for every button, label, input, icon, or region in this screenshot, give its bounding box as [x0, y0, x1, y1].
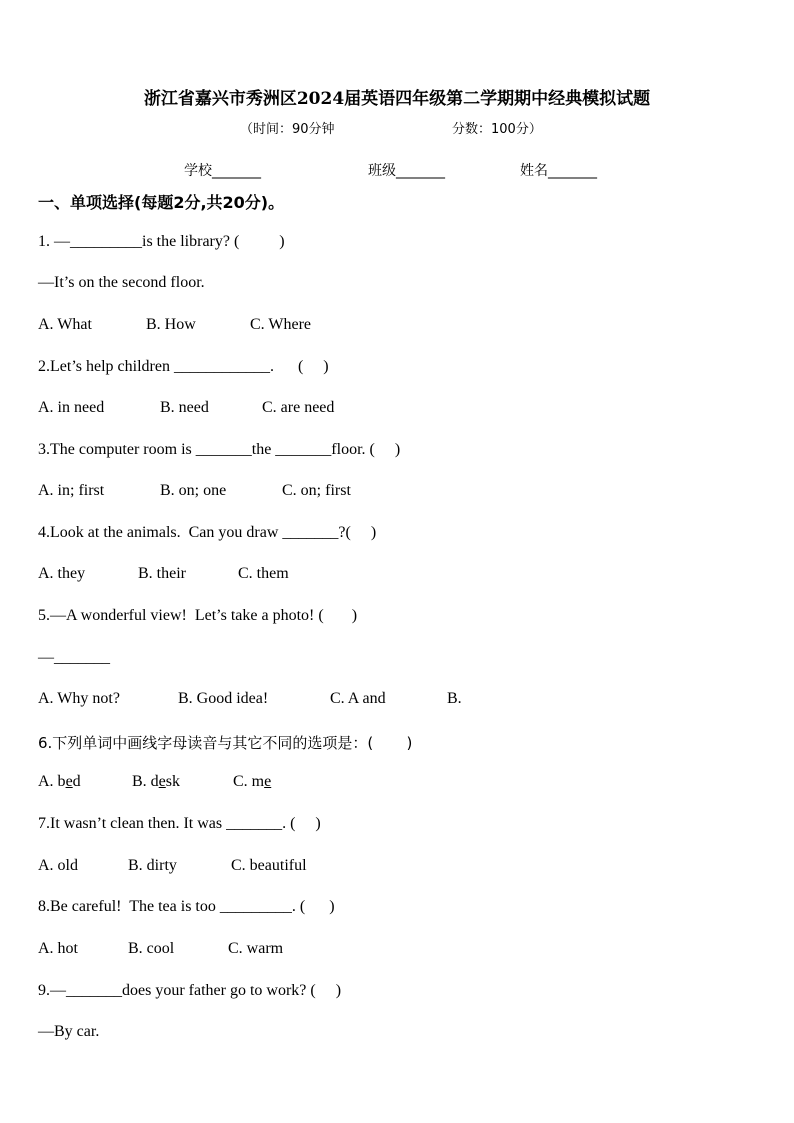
- underlined-letter: e: [65, 773, 73, 790]
- section-title: 一、单项选择(每题2分,共20分)。: [38, 193, 285, 212]
- question-1-option-c: C. Where: [250, 316, 312, 333]
- question-3-option-b: B. on; one: [160, 482, 227, 499]
- question-5-stem: 5.—A wonderful view! Let’s take a photo! ( ): [38, 607, 358, 624]
- question-6-option-c: C. me: [233, 773, 272, 790]
- question-9-answer-line: —By car.: [38, 1023, 100, 1040]
- question-3-option-a: A. in; first: [38, 482, 105, 499]
- question-8-option-a: A. hot: [38, 940, 78, 957]
- question-3-stem: 3.The computer room is _______the _______floor. ( ): [38, 441, 401, 458]
- question-7-option-c: C. beautiful: [231, 857, 307, 874]
- question-7-stem: 7.It wasn’t clean then. It was _______. ( ): [38, 815, 321, 832]
- question-5-option-a: A. Why not?: [38, 690, 120, 707]
- question-1-option-b: B. How: [146, 316, 196, 333]
- question-6-option-a: A. bed: [38, 773, 81, 790]
- question-9-stem: 9.—_______does your father go to work? ( ): [38, 982, 342, 999]
- question-1-stem: 1. —_________is the library? ( ): [38, 233, 285, 250]
- question-2-option-c: C. are need: [262, 399, 335, 416]
- exam-time: （时间：90分钟: [240, 122, 335, 137]
- question-5-option-c: C. A and: [330, 690, 386, 707]
- question-5-answer-line: —_______: [38, 649, 110, 666]
- exam-title: 浙江省嘉兴市秀洲区2024届英语四年级第二学期期中经典模拟试题: [143, 89, 651, 109]
- question-2-option-a: A. in need: [38, 399, 105, 416]
- question-4-option-c: C. them: [238, 565, 289, 582]
- underlined-letter: e: [264, 773, 272, 790]
- underlined-letter: e: [158, 773, 166, 790]
- question-2-stem: 2.Let’s help children ____________. ( ): [38, 358, 329, 375]
- question-4-option-a: A. they: [38, 565, 86, 582]
- question-6-stem: 6.下列单词中画线字母读音与其它不同的选项是：( ): [38, 734, 413, 752]
- name-field: 姓名_______: [520, 163, 597, 179]
- question-7-option-b: B. dirty: [128, 857, 177, 874]
- question-1-answer-line: —It’s on the second floor.: [38, 274, 205, 291]
- question-7-option-a: A. old: [38, 857, 78, 874]
- question-4-option-b: B. their: [138, 565, 186, 582]
- question-4-stem: 4.Look at the animals. Can you draw _______?( ): [38, 524, 377, 541]
- exam-score: 分数：100分）: [452, 122, 542, 137]
- question-1-option-a: A. What: [38, 316, 92, 333]
- question-2-option-b: B. need: [160, 399, 209, 416]
- question-5-option-b: B. Good idea!: [178, 690, 269, 707]
- question-8-stem: 8.Be careful! The tea is too _________. ( ): [38, 898, 335, 915]
- school-field: 学校_______: [184, 163, 261, 179]
- question-5-option-d: B.: [447, 690, 462, 707]
- class-field: 班级_______: [368, 163, 445, 179]
- question-6-option-b: B. desk: [132, 773, 181, 790]
- question-8-option-c: C. warm: [228, 940, 284, 957]
- question-8-option-b: B. cool: [128, 940, 175, 957]
- question-3-option-c: C. on; first: [282, 482, 351, 499]
